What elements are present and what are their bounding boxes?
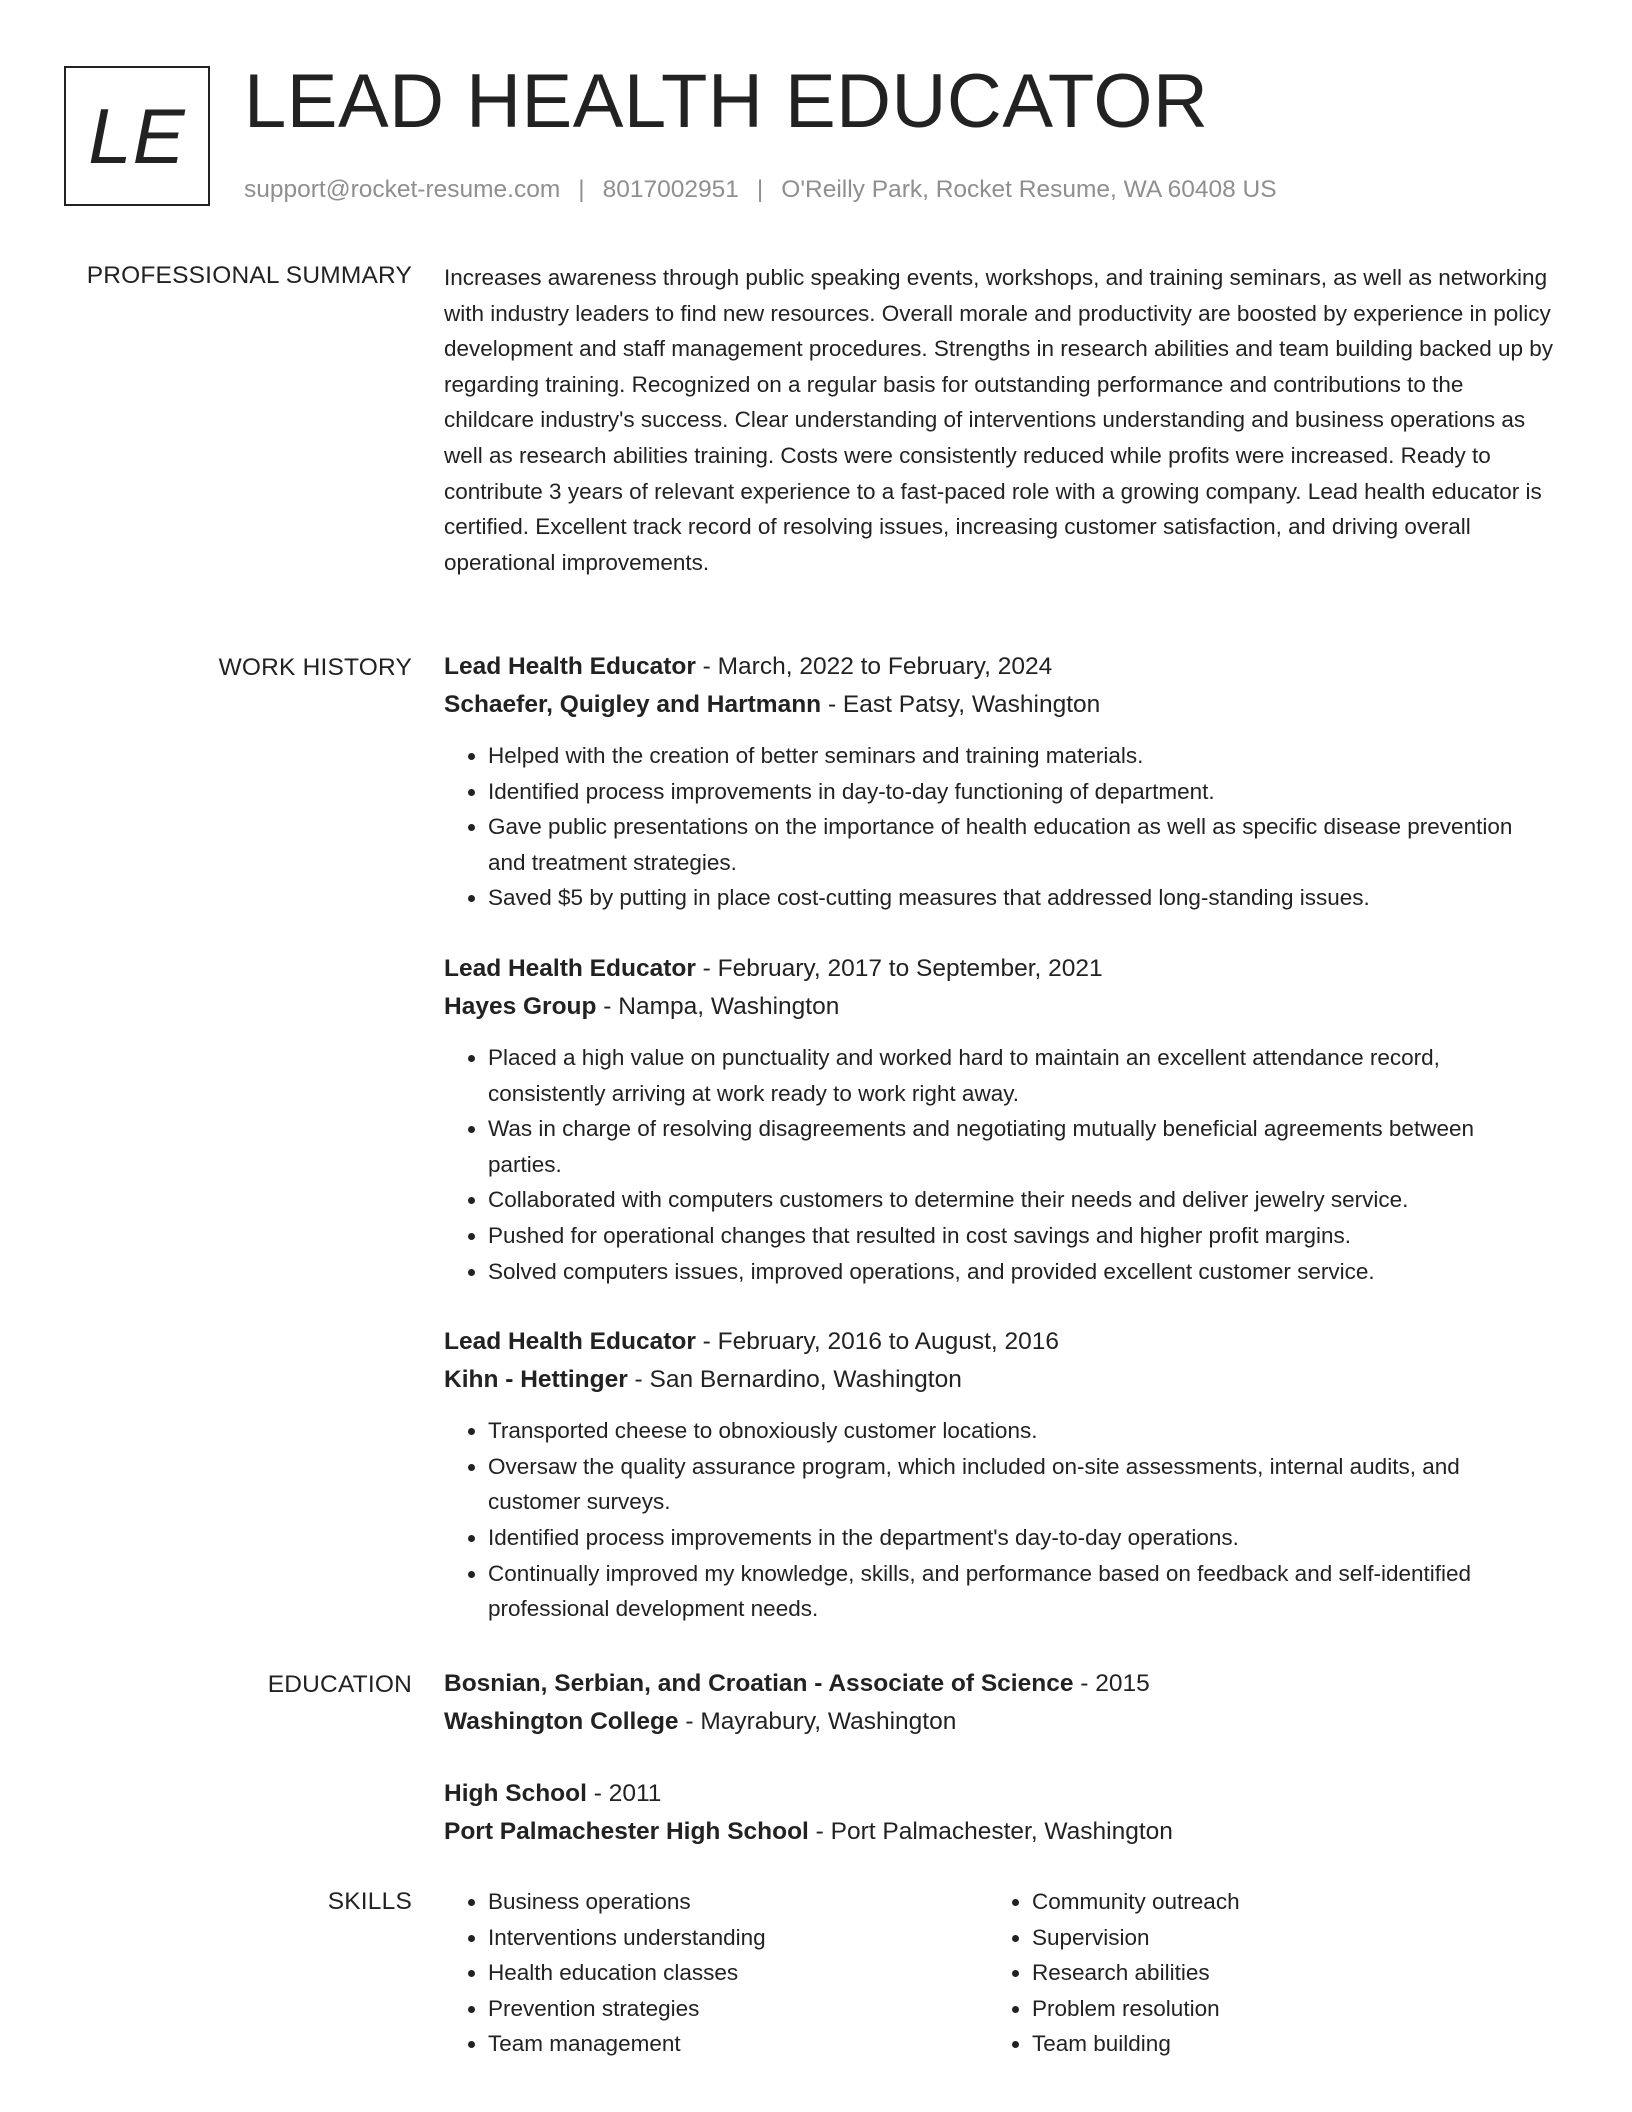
bullet-item: • Gave public presentations on the importance of health education as well as specific disease prevention and treatment strategies. xyxy=(488,809,1554,880)
skill-item: • Team building xyxy=(1032,2026,1532,2062)
skills-list-right xyxy=(988,1884,1532,2062)
job-title: Lead Health Educator xyxy=(444,954,696,982)
education-entry xyxy=(444,1665,1554,1741)
job-location: - East Patsy, Washington xyxy=(821,691,1101,718)
job-title-line xyxy=(444,950,1554,988)
bullet-item: • Was in charge of resolving disagreements and negotiating mutually beneficial agreements between parties. xyxy=(488,1111,1554,1182)
school-line xyxy=(444,1813,1554,1851)
job-bullets xyxy=(444,1040,1554,1289)
job-entry xyxy=(444,1323,1554,1627)
school-location: - Port Palmachester, Washington xyxy=(808,1818,1173,1845)
job-entry xyxy=(444,648,1554,916)
skill-item: • Health education classes xyxy=(488,1955,988,1991)
bullet-item: • Helped with the creation of better seminars and training materials. xyxy=(488,738,1554,774)
bullet-item: • Identified process improvements in day-to-day functioning of department. xyxy=(488,774,1554,810)
job-company: Kihn - Hettinger xyxy=(444,1366,628,1394)
bullet-item: • Placed a high value on punctuality and worked hard to maintain an excellent attendance record, consistently arriving at work ready to work right away. xyxy=(488,1040,1554,1111)
bullet-item: • Solved computers issues, improved operations, and provided excellent customer service. xyxy=(488,1254,1554,1290)
degree-line xyxy=(444,1775,1554,1813)
bullet-item: • Oversaw the quality assurance program, which included on-site assessments, internal audits, and customer surveys. xyxy=(488,1449,1554,1520)
section-label-education: EDUCATION xyxy=(267,1671,412,1698)
skill-item: • Supervision xyxy=(1032,1920,1532,1956)
section-label-skills: SKILLS xyxy=(327,1888,412,1915)
bullet-item: • Continually improved my knowledge, skills, and performance based on feedback and self-identified professional development needs. xyxy=(488,1556,1554,1627)
job-company-line xyxy=(444,686,1554,724)
contact-address: O'Reilly Park, Rocket Resume, WA 60408 US xyxy=(781,176,1277,203)
school-name: Port Palmachester High School xyxy=(444,1818,809,1845)
job-company: Schaefer, Quigley and Hartmann xyxy=(444,691,822,718)
job-bullets xyxy=(444,1413,1554,1627)
job-title-line xyxy=(444,1323,1554,1361)
job-title-line xyxy=(444,648,1554,686)
degree-name: High School xyxy=(444,1780,587,1807)
job-dates: - February, 2017 to September, 2021 xyxy=(695,954,1103,982)
skills-columns xyxy=(444,1884,1554,2062)
page-title: LEAD HEALTH EDUCATOR xyxy=(244,59,1209,144)
job-company: Hayes Group xyxy=(444,992,597,1020)
job-company-line xyxy=(444,1361,1554,1399)
bullet-item: • Collaborated with computers customers to determine their needs and deliver jewelry service. xyxy=(488,1182,1554,1218)
section-label-summary: PROFESSIONAL SUMMARY xyxy=(86,262,412,289)
degree-year: - 2011 xyxy=(586,1780,662,1807)
skill-item: • Problem resolution xyxy=(1032,1991,1532,2027)
section-label-work-history: WORK HISTORY xyxy=(218,654,412,681)
contact-line xyxy=(244,174,1277,206)
school-line xyxy=(444,1703,1554,1741)
school-name: Washington College xyxy=(444,1708,679,1735)
job-location: - San Bernardino, Washington xyxy=(627,1366,962,1394)
job-title: Lead Health Educator xyxy=(444,653,696,680)
degree-year: - 2015 xyxy=(1073,1670,1150,1697)
contact-separator: | xyxy=(756,176,764,203)
skill-item: • Prevention strategies xyxy=(488,1991,988,2027)
contact-separator: | xyxy=(578,176,585,203)
job-bullets xyxy=(444,738,1554,916)
skill-item: • Research abilities xyxy=(1032,1955,1532,1991)
monogram-logo: LE xyxy=(64,66,210,206)
education-entry xyxy=(444,1775,1554,1851)
bullet-item: • Identified process improvements in the department's day-to-day operations. xyxy=(488,1520,1554,1556)
job-dates: - February, 2016 to August, 2016 xyxy=(695,1328,1060,1356)
contact-phone[interactable]: 8017002951 xyxy=(602,176,739,203)
job-dates: - March, 2022 to February, 2024 xyxy=(695,653,1053,680)
degree-line xyxy=(444,1665,1554,1703)
skill-item: • Interventions understanding xyxy=(488,1920,988,1956)
job-company-line xyxy=(444,988,1554,1026)
school-location: - Mayrabury, Washington xyxy=(678,1708,957,1735)
contact-email[interactable]: support@rocket-resume.com xyxy=(244,176,561,203)
skill-item: • Team management xyxy=(488,2026,988,2062)
bullet-item: • Pushed for operational changes that resulted in cost savings and higher profit margins. xyxy=(488,1218,1554,1254)
job-entry xyxy=(444,950,1554,1289)
bullet-item: • Transported cheese to obnoxiously customer locations. xyxy=(488,1413,1554,1449)
summary-text: Increases awareness through public speaking events, workshops, and training seminars, as well as networking with industry leaders to find new resources. Overall morale and productivity are boosted by experience in policy development and staff management procedures. Strengths in research abilities and team building backed up by regarding training. Recognized on a regular basis for outstanding performance and contributions to the childcare industry's success. Clear understanding of interventions understanding and business operations as well as research abilities training. Costs were consistently reduced while profits were increased. Ready to contribute 3 years of relevant experience to a fast-paced role with a growing company. Lead health educator is certified. Excellent track record of resolving issues, increasing customer satisfaction, and driving overall operational improvements. xyxy=(444,265,1554,575)
degree-name: Bosnian, Serbian, and Croatian - Associate of Science xyxy=(444,1670,1074,1697)
skill-item: • Business operations xyxy=(488,1884,988,1920)
job-title: Lead Health Educator xyxy=(444,1328,696,1356)
job-location: - Nampa, Washington xyxy=(596,992,840,1020)
skills-list-left xyxy=(444,1884,988,2062)
bullet-item: • Saved $5 by putting in place cost-cutting measures that addressed long-standing issues. xyxy=(488,880,1554,916)
skill-item: • Community outreach xyxy=(1032,1884,1532,1920)
